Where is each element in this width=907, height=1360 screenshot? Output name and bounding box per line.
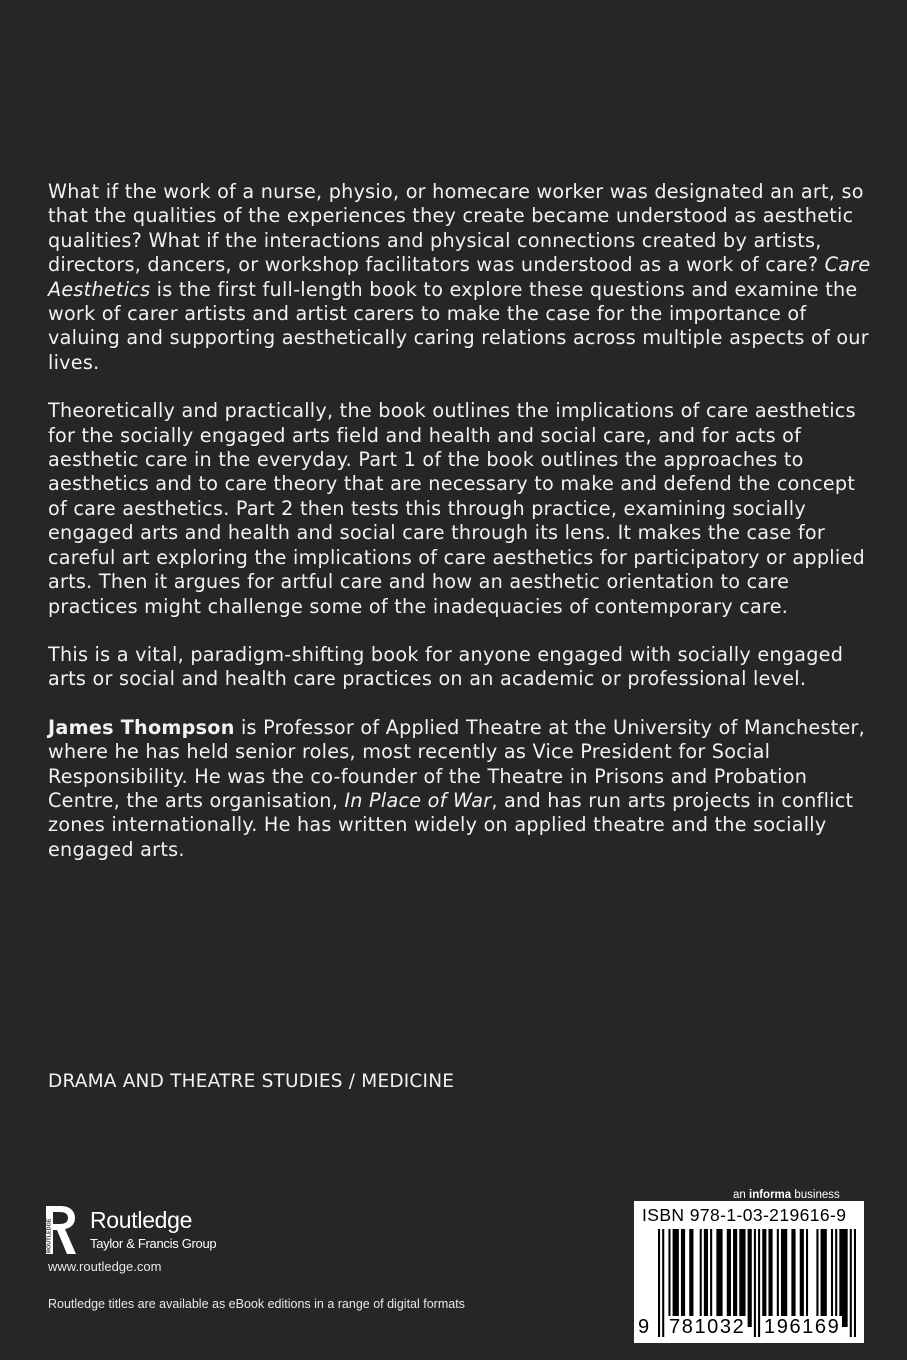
barcode-bar: [700, 1229, 702, 1327]
book-title: Care Aesthetics: [48, 253, 871, 301]
barcode-bar: [800, 1229, 804, 1327]
barcode-bar: [668, 1229, 670, 1327]
blurb-paragraph-2: Theoretically and practically, the book outlines the implications of care aesthetics for the socially engaged arts field and health and social care, and for acts of aesthetic care in the everyday. Part 1 of the book outlines the approaches to aesthetics and to care theory that are necessary to make and defend the concept of care aesthetics. Part 2 then tests this through practice, examining socially engaged arts and health and social care through its lens. It makes the case for careful art exploring the implications of care aesthetics for participatory or applied arts. Then it argues for artful care and how an aesthetic orientation to care practices might challenge some of the inadequacies of contemporary care.: [48, 399, 865, 618]
publisher-website: www.routledge.com: [48, 1259, 162, 1274]
barcode-bar: [816, 1229, 818, 1327]
barcode-bar: [710, 1229, 712, 1327]
barcode-bar: [791, 1229, 795, 1327]
author-name: James Thompson: [48, 715, 235, 739]
barcode-bar: [733, 1229, 737, 1327]
logo-vertical-text: ROUTLEDGE: [46, 1218, 53, 1253]
barcode-bar: [739, 1229, 745, 1327]
barcode-bar: [673, 1229, 679, 1327]
barcode-bar: [781, 1229, 787, 1327]
barcode-bar: [806, 1229, 808, 1327]
barcode-bar: [704, 1229, 708, 1327]
barcode-bar: [689, 1229, 693, 1327]
isbn-label: ISBN 978-1-03-219616-9: [642, 1205, 847, 1225]
barcode-bar: [768, 1229, 772, 1327]
publisher-name: Routledge: [90, 1207, 193, 1233]
blurb-paragraph-1: What if the work of a nurse, physio, or homecare worker was designated an art, so that the qualities of the experiences they create became understood as aesthetic qualities? What if the interactions and physical connections created by artists, directors, dancers, or workshop facilitators was understood as a work of care? Care Aesthetics is the first full-length book to explore these questions and examine the work of carer artists and artist carers to make the case for the importance of valuing and supporting aesthetically caring relations across multiple aspects of our lives.: [48, 180, 871, 374]
routledge-r-icon: [44, 1204, 80, 1256]
barcode-bar: [748, 1229, 752, 1327]
blurb-paragraph-3: This is a vital, paradigm-shifting book for anyone engaged with socially engaged arts or social and health care practices on an academic or professional level.: [48, 642, 844, 691]
back-cover-blurb: [48, 180, 878, 886]
barcode-bar: [716, 1229, 722, 1327]
barcode-bar: [777, 1229, 779, 1327]
publisher-group: Taylor & Francis Group: [90, 1236, 217, 1251]
barcode-bar: [835, 1229, 837, 1327]
barcode-bar: [681, 1229, 685, 1327]
barcode-digits: 9 781032 196169: [638, 1316, 841, 1338]
barcode-bar: [762, 1229, 766, 1327]
organisation-name: In Place of War: [344, 788, 492, 812]
routledge-logo: [44, 1204, 264, 1256]
ebook-note: Routledge titles are available as eBook editions in a range of digital formats: [48, 1297, 465, 1311]
subject-category: DRAMA AND THEATRE STUDIES / MEDICINE: [48, 1071, 455, 1092]
barcode-bar: [727, 1229, 731, 1327]
informa-tagline: an informa business: [733, 1189, 840, 1201]
isbn-barcode: [634, 1201, 864, 1343]
barcode-bar: [839, 1229, 847, 1327]
barcode-bar: [821, 1229, 827, 1327]
barcode-bar: [831, 1229, 833, 1327]
author-bio: James Thompson is Professor of Applied Theatre at the University of Manchester, where he has held senior roles, most recently as Vice President for Social Responsibility. He was the co-founder of the Theatre in Prisons and Probation Centre, the arts organisation, In Place of War, and has run arts projects in conflict zones internationally. He has written widely on applied theatre and the socially engaged arts.: [48, 715, 866, 861]
